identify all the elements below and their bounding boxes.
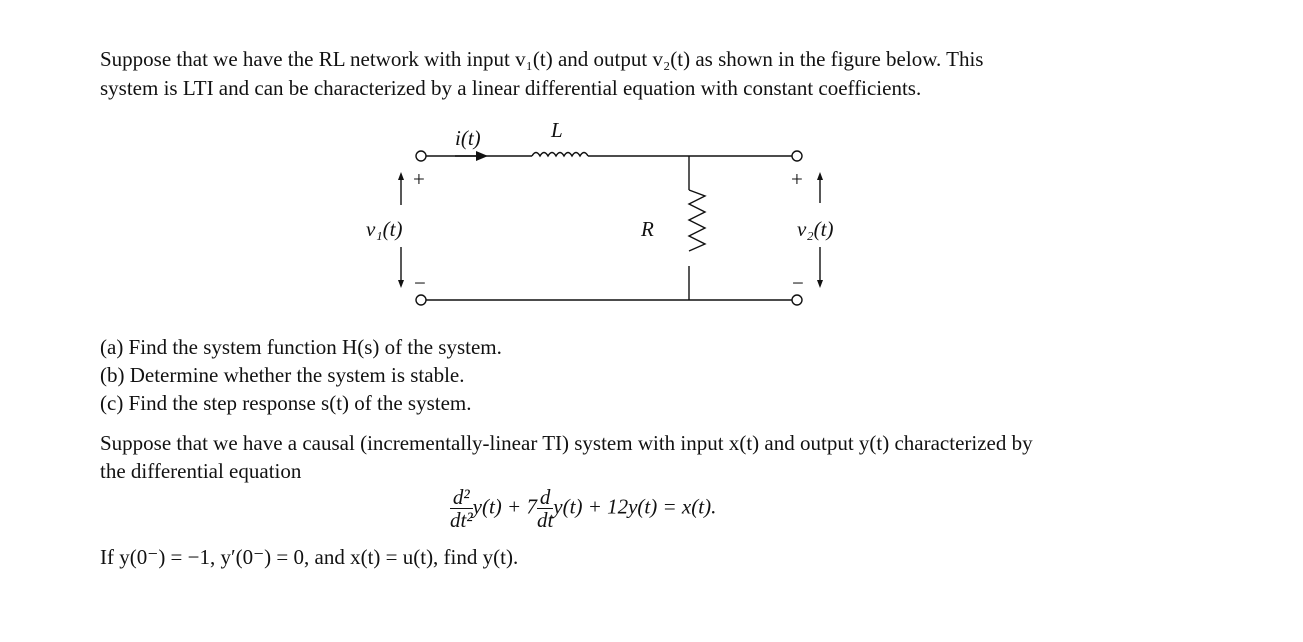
d-denominator: dt (536, 508, 554, 532)
d2-numerator: d² (450, 486, 473, 509)
question-b: (b) Determine whether the system is stable. (100, 363, 465, 387)
output-voltage-label: v₂(t) (797, 217, 834, 241)
rl-circuit-diagram (355, 115, 855, 315)
output-minus-sign: − (792, 271, 804, 295)
equation-term-1: y(t) + 7 (472, 494, 537, 519)
d-numerator: d (537, 486, 553, 509)
equation-term-2: y(t) + 12y(t) = x(t). (553, 494, 717, 519)
output-terminal-top (792, 151, 802, 161)
final-question: If y(0⁻) = −1, y′(0⁻) = 0, and x(t) = u(t), find y(t). (100, 545, 519, 569)
input-voltage-label: v₁(t) (366, 217, 403, 241)
current-label: i(t) (455, 126, 481, 150)
intro-line-2: system is LTI and can be characterized by a linear differential equation with constant coefficients. (100, 76, 922, 100)
question-a: (a) Find the system function H(s) of the system. (100, 335, 502, 359)
input-terminal-top (416, 151, 426, 161)
part2-line-1: Suppose that we have a causal (incrementally-linear TI) system with input x(t) and output y(t) characterized by (100, 431, 1033, 455)
intro-line-1: Suppose that we have the RL network with input v₁(t) and output v₂(t) as shown in the figure below. This (100, 47, 984, 71)
question-c: (c) Find the step response s(t) of the system. (100, 391, 472, 415)
differential-equation (450, 486, 716, 531)
input-arrowhead-up (398, 172, 404, 180)
input-plus-sign: + (413, 167, 425, 191)
output-plus-sign: + (791, 167, 803, 191)
output-arrowhead-down (817, 280, 823, 288)
output-terminal-bottom (792, 295, 802, 305)
input-arrowhead-down (398, 280, 404, 288)
current-arrowhead (476, 151, 488, 161)
output-arrowhead-up (817, 172, 823, 180)
second-derivative-fraction (450, 486, 473, 531)
input-terminal-bottom (416, 295, 426, 305)
inductor-coil (532, 153, 588, 157)
inductor-label: L (551, 118, 563, 142)
d2-denominator: dt² (450, 508, 473, 532)
part2-line-2: the differential equation (100, 459, 302, 483)
resistor-zigzag (689, 190, 705, 251)
first-derivative-fraction (537, 486, 553, 531)
input-minus-sign: − (414, 271, 426, 295)
resistor-label: R (641, 217, 654, 241)
